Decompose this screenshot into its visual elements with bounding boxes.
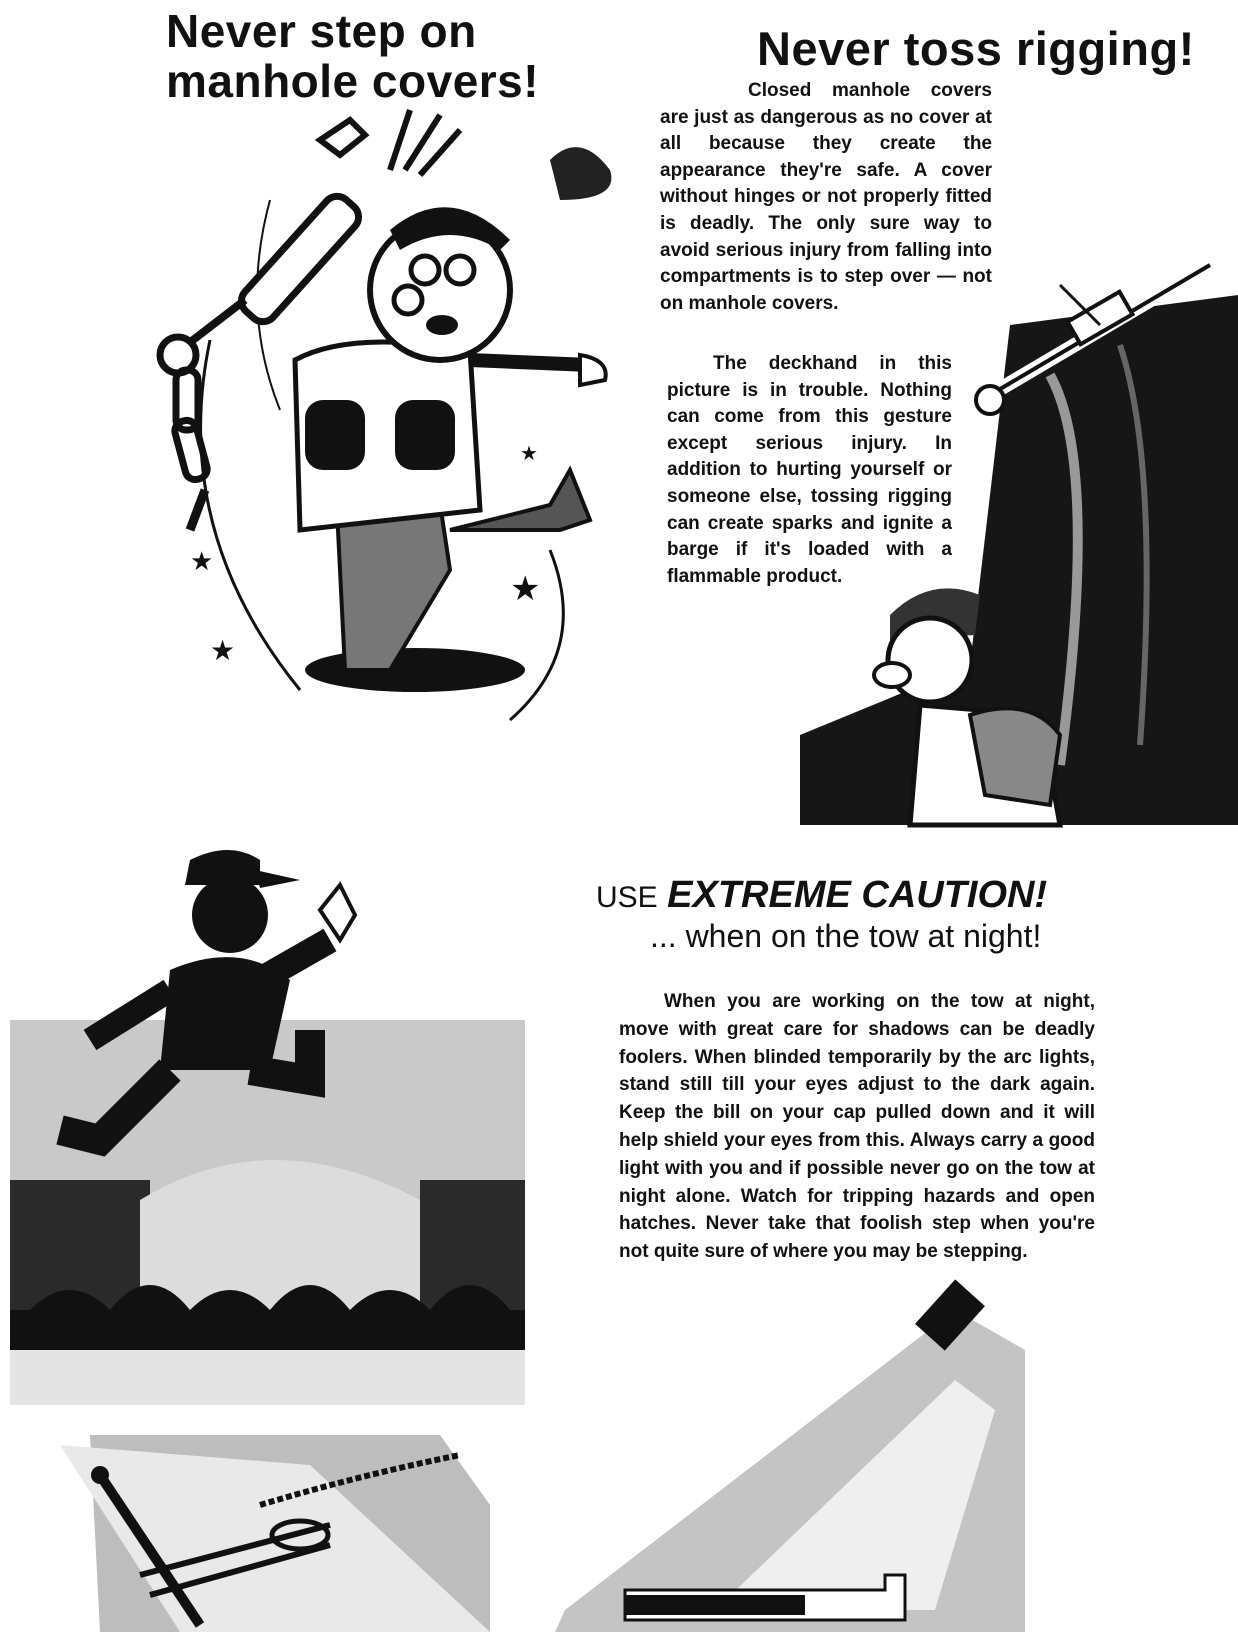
night-paragraph: When you are working on the tow at night, move with great care for shadows can be deadly foolers. When blinded temporarily by the arc lights, stand still till your eyes adjust to the dark again. Keep the bill on your cap pulled down and it will help shield your eyes from this. Always carry a good light with you and if possible never go on the tow at night alone. Watch for tripping hazards and open hatches. Never take that foolish step when you're not quite sure of where you may be stepping. [619, 991, 1095, 1263]
manhole-headline: Never step on manhole covers! [166, 5, 540, 107]
arc-light-illustration [555, 1290, 1025, 1632]
star-icon: ★ [190, 547, 214, 577]
rigging-paragraph: The deckhand in this picture is in trouble. Nothing can come from this gesture except serious injury. In addition to hurting yourself or someone else, tossing rigging can create sparks and ignite a barge if it's loaded with a flammable product. [667, 353, 952, 587]
star-icon: ★ [520, 441, 538, 465]
star-icon: ★ [510, 569, 541, 609]
caution-headline-prefix: USE [596, 881, 658, 914]
star-icon: ★ [210, 634, 236, 667]
rigging-headline: Never toss rigging! [757, 22, 1195, 75]
flying-cap-icon [550, 147, 611, 200]
tossing-rigging-illustration [800, 265, 1238, 825]
manhole-paragraph: Closed manhole covers are just as dangerous as no cover at all because they create the appearance they're safe. A cover without hinges or not properly fitted is deadly. The only sure way to avoid serious injury from falling into compartments is to step over — not on manhole covers. [660, 80, 992, 314]
caution-headline-emphasis: EXTREME CAUTION! [667, 874, 1048, 916]
caution-headline [596, 876, 1116, 917]
ratchet-rigging-illustration [60, 1435, 490, 1632]
night-jump-illustration [10, 840, 530, 1440]
caution-subheadline: ... when on the tow at night! [650, 918, 1042, 954]
falling-deckhand-illustration [150, 110, 630, 760]
